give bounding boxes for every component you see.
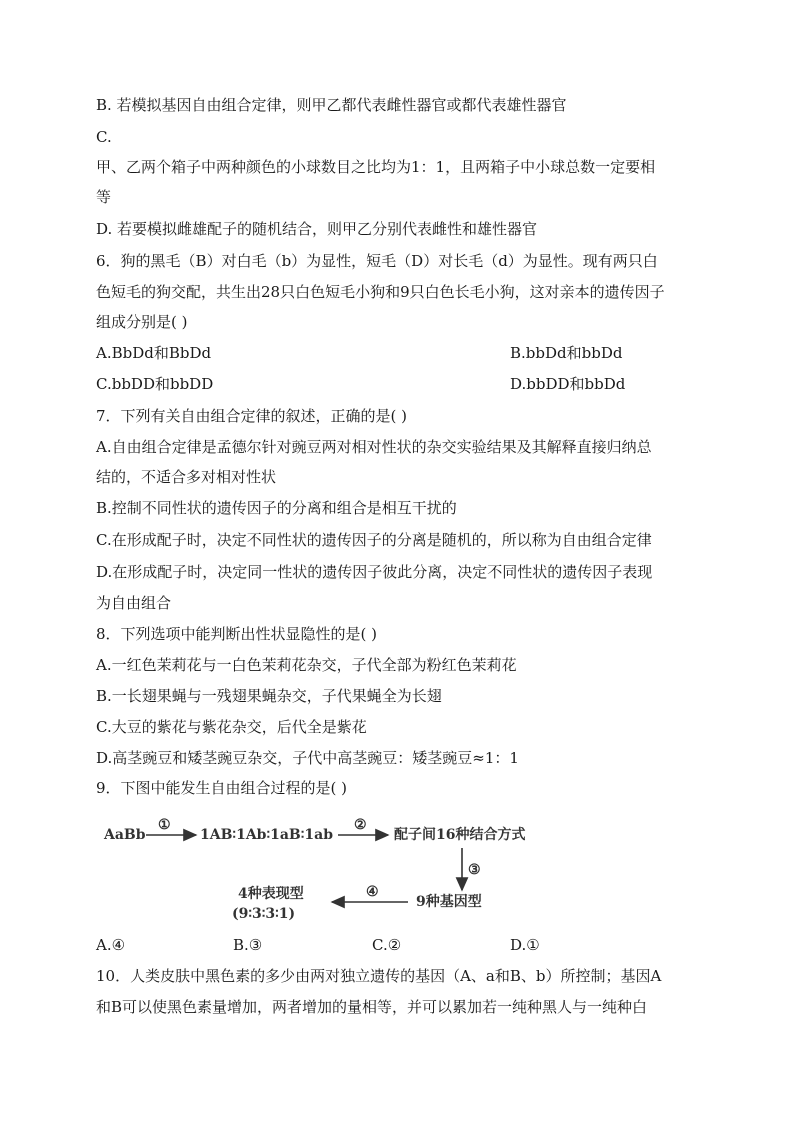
step-1-marker: ① bbox=[158, 817, 171, 833]
q7-option-c: C.在形成配子时，决定不同性状的遗传因子的分离是随机的，所以称为自由组合定律 bbox=[96, 531, 652, 549]
q7-stem: 7．下列有关自由组合定律的叙述，正确的是( ) bbox=[96, 407, 408, 425]
q7-option-d: D.在形成配子时，决定同一性状的遗传因子彼此分离，决定不同性状的遗传因子表现 bbox=[96, 563, 653, 581]
inheritance-flow-diagram bbox=[96, 808, 566, 926]
q6-option-c: C.bbDD和bbDD bbox=[96, 375, 214, 393]
genotype-count-label: 9种基因型 bbox=[416, 894, 482, 910]
step-2-marker: ② bbox=[354, 817, 367, 833]
q6-option-d: D.bbDD和bbDd bbox=[510, 375, 626, 393]
phenotype-ratio-label: (9∶3∶3∶1) bbox=[232, 906, 296, 922]
q9-option-b: B.③ bbox=[233, 936, 263, 954]
phenotype-count-label: 4种表现型 bbox=[238, 886, 304, 902]
gamete-ratio-label: 1AB∶1Ab∶1aB∶1ab bbox=[200, 827, 334, 843]
q5-option-c-text: 甲、乙两个箱子中两种颜色的小球数目之比均为1：1，且两箱子中小球总数一定要相 bbox=[96, 158, 656, 176]
q7-option-d-cont: 为自由组合 bbox=[96, 594, 172, 612]
q9-option-a: A.④ bbox=[96, 936, 126, 954]
q8-stem: 8．下列选项中能判断出性状显隐性的是( ) bbox=[96, 625, 378, 643]
q8-option-d: D.高茎豌豆和矮茎豌豆杂交，子代中高茎豌豆：矮茎豌豆≈1：1 bbox=[96, 749, 519, 767]
q6-stem-line3: 组成分别是( ) bbox=[96, 313, 188, 331]
q6-stem-line2: 色短毛的狗交配，共生出28只白色短毛小狗和9只白色长毛小狗，这对亲本的遗传因子 bbox=[96, 283, 665, 301]
gamete-combination-label: 配子间16种结合方式 bbox=[394, 827, 526, 843]
q7-option-a-cont: 结的，不适合多对相对性状 bbox=[96, 468, 277, 486]
q9-stem: 9．下图中能发生自由组合过程的是( ) bbox=[96, 779, 348, 797]
q5-option-c-cont: 等 bbox=[96, 188, 112, 206]
q9-option-d: D.① bbox=[510, 936, 540, 954]
q8-option-a: A.一红色茉莉花与一白色茉莉花杂交，子代全部为粉红色茉莉花 bbox=[96, 656, 517, 674]
q7-option-b: B.控制不同性状的遗传因子的分离和组合是相互干扰的 bbox=[96, 499, 457, 517]
q5-option-d: D. 若要模拟雌雄配子的随机结合，则甲乙分别代表雌性和雄性器官 bbox=[96, 220, 538, 238]
step-4-marker: ④ bbox=[366, 884, 379, 900]
q6-option-b: B.bbDd和bbDd bbox=[510, 344, 623, 362]
q8-option-b: B.一长翅果蝇与一残翅果蝇杂交，子代果蝇全为长翅 bbox=[96, 687, 442, 705]
q8-option-c: C.大豆的紫花与紫花杂交，后代全是紫花 bbox=[96, 718, 367, 736]
q9-option-c: C.② bbox=[372, 936, 402, 954]
step-3-marker: ③ bbox=[468, 862, 481, 878]
q7-option-a: A.自由组合定律是孟德尔针对豌豆两对相对性状的杂交实验结果及其解释直接归纳总 bbox=[96, 438, 652, 456]
q6-stem-line1: 6．狗的黑毛（B）对白毛（b）为显性，短毛（D）对长毛（d）为显性。现有两只白 bbox=[96, 252, 658, 270]
q5-option-c-label: C. bbox=[96, 128, 112, 146]
genotype-aabb-label: AaBb bbox=[104, 827, 146, 843]
q10-stem-line1: 10．人类皮肤中黑色素的多少由两对独立遗传的基因（A、a和B、b）所控制；基因A bbox=[96, 967, 662, 985]
q10-stem-line2: 和B可以使黑色素量增加，两者增加的量相等，并可以累加若一纯种黑人与一纯种白 bbox=[96, 998, 648, 1016]
q6-option-a: A.BbDd和BbDd bbox=[96, 344, 212, 362]
q5-option-b: B. 若模拟基因自由组合定律，则甲乙都代表雌性器官或都代表雄性器官 bbox=[96, 96, 567, 114]
